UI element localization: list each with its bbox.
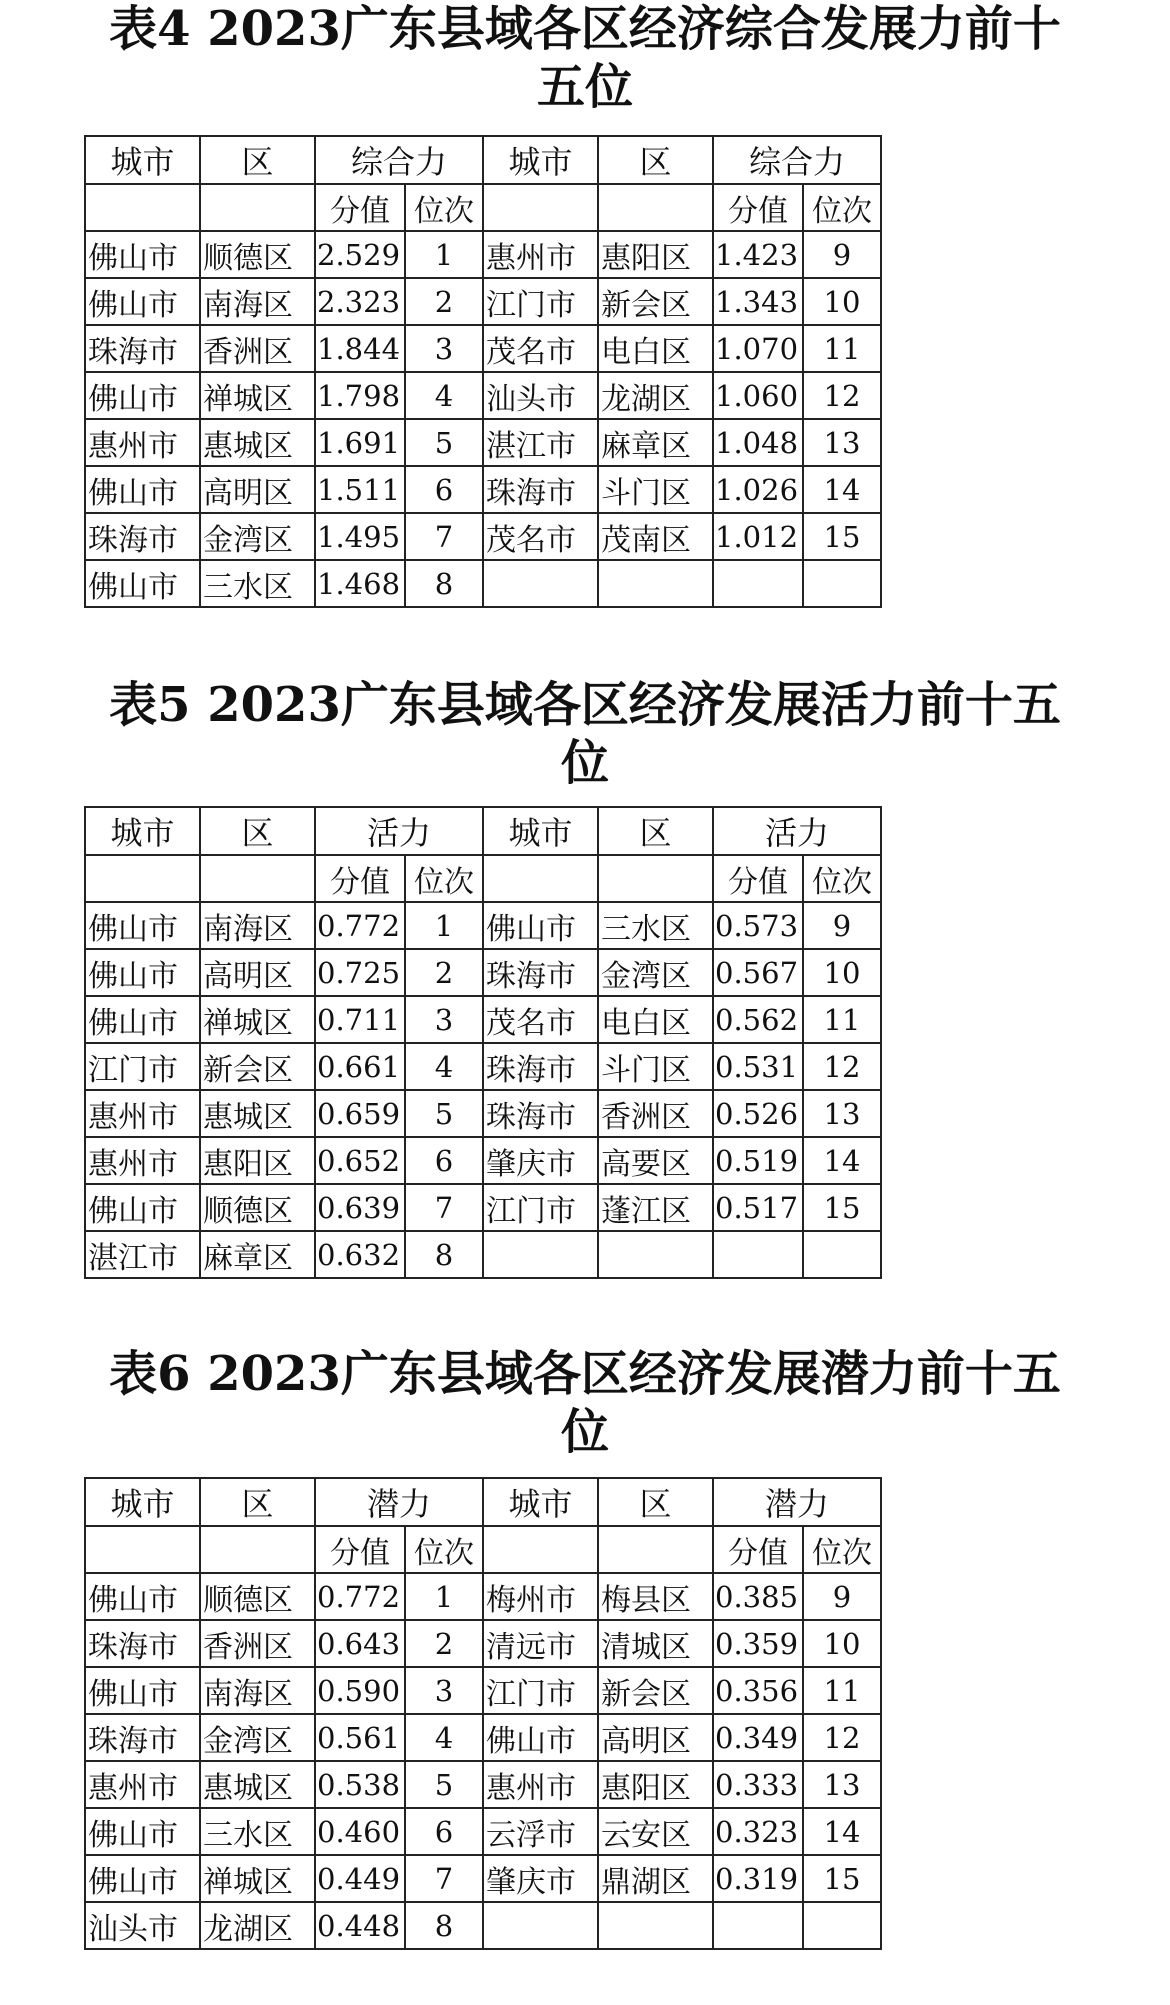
city-cell: 佛山市 xyxy=(85,1573,200,1620)
header-city: 城市 xyxy=(85,136,200,184)
table-title xyxy=(0,676,1170,792)
score-cell: 0.448 xyxy=(315,1902,405,1949)
header-metric: 活力 xyxy=(315,807,483,855)
city-cell: 佛山市 xyxy=(483,1714,598,1761)
rank-cell: 10 xyxy=(803,278,881,325)
rank-cell: 8 xyxy=(405,560,483,607)
city-cell: 佛山市 xyxy=(85,1855,200,1902)
score-cell xyxy=(713,1902,803,1949)
table-row xyxy=(85,560,881,607)
score-cell: 2.529 xyxy=(315,231,405,278)
rank-cell: 5 xyxy=(405,1090,483,1137)
header-metric: 潜力 xyxy=(713,1478,881,1526)
rank-cell: 12 xyxy=(803,1714,881,1761)
rank-cell: 6 xyxy=(405,1137,483,1184)
city-cell: 惠州市 xyxy=(483,231,598,278)
city-cell: 肇庆市 xyxy=(483,1137,598,1184)
table-row xyxy=(85,1231,881,1278)
rank-cell: 13 xyxy=(803,419,881,466)
city-cell: 佛山市 xyxy=(85,231,200,278)
header-empty-cell xyxy=(598,184,713,231)
city-cell: 佛山市 xyxy=(85,278,200,325)
district-cell: 三水区 xyxy=(200,560,315,607)
rank-cell: 1 xyxy=(405,902,483,949)
district-cell: 新会区 xyxy=(200,1043,315,1090)
table-row xyxy=(85,1137,881,1184)
score-cell: 0.643 xyxy=(315,1620,405,1667)
subheader-row xyxy=(85,184,881,231)
table-row xyxy=(85,231,881,278)
district-cell: 清城区 xyxy=(598,1620,713,1667)
table-row xyxy=(85,1090,881,1137)
city-cell: 惠州市 xyxy=(85,1090,200,1137)
score-cell: 0.531 xyxy=(713,1043,803,1090)
rank-cell: 15 xyxy=(803,1855,881,1902)
header-score: 分值 xyxy=(315,1526,405,1573)
city-cell xyxy=(483,1902,598,1949)
district-cell: 三水区 xyxy=(200,1808,315,1855)
city-cell xyxy=(483,1231,598,1278)
score-cell: 0.573 xyxy=(713,902,803,949)
district-cell: 电白区 xyxy=(598,325,713,372)
score-cell: 1.423 xyxy=(713,231,803,278)
header-district: 区 xyxy=(200,1478,315,1526)
rank-cell xyxy=(803,560,881,607)
city-cell: 珠海市 xyxy=(85,1620,200,1667)
table-row xyxy=(85,996,881,1043)
district-cell: 惠阳区 xyxy=(200,1137,315,1184)
rank-cell: 1 xyxy=(405,231,483,278)
score-cell: 0.526 xyxy=(713,1090,803,1137)
score-cell: 0.659 xyxy=(315,1090,405,1137)
rank-cell: 3 xyxy=(405,325,483,372)
table-row xyxy=(85,1761,881,1808)
score-cell: 0.632 xyxy=(315,1231,405,1278)
header-empty-cell xyxy=(200,1526,315,1573)
header-rank: 位次 xyxy=(803,855,881,902)
city-cell: 佛山市 xyxy=(85,949,200,996)
district-cell: 龙湖区 xyxy=(598,372,713,419)
city-cell: 惠州市 xyxy=(85,1137,200,1184)
header-metric: 活力 xyxy=(713,807,881,855)
header-empty-cell xyxy=(200,855,315,902)
city-cell: 珠海市 xyxy=(483,949,598,996)
rank-cell: 13 xyxy=(803,1090,881,1137)
header-rank: 位次 xyxy=(405,184,483,231)
score-cell: 0.567 xyxy=(713,949,803,996)
city-cell: 佛山市 xyxy=(85,1667,200,1714)
district-cell: 电白区 xyxy=(598,996,713,1043)
district-cell: 新会区 xyxy=(598,278,713,325)
city-cell: 梅州市 xyxy=(483,1573,598,1620)
district-cell: 顺德区 xyxy=(200,1573,315,1620)
score-cell xyxy=(713,1231,803,1278)
rank-cell: 9 xyxy=(803,231,881,278)
city-cell: 惠州市 xyxy=(483,1761,598,1808)
rank-cell: 15 xyxy=(803,513,881,560)
rank-cell: 10 xyxy=(803,949,881,996)
city-cell: 珠海市 xyxy=(483,1090,598,1137)
city-cell: 珠海市 xyxy=(483,1043,598,1090)
district-cell: 禅城区 xyxy=(200,1855,315,1902)
district-cell: 高要区 xyxy=(598,1137,713,1184)
city-cell xyxy=(483,560,598,607)
header-empty-cell xyxy=(85,1526,200,1573)
rank-cell: 9 xyxy=(803,902,881,949)
score-cell: 0.639 xyxy=(315,1184,405,1231)
rank-cell: 5 xyxy=(405,419,483,466)
district-cell: 麻章区 xyxy=(598,419,713,466)
district-cell: 三水区 xyxy=(598,902,713,949)
district-cell: 香洲区 xyxy=(598,1090,713,1137)
city-cell: 珠海市 xyxy=(85,325,200,372)
rank-cell: 13 xyxy=(803,1761,881,1808)
rank-cell: 5 xyxy=(405,1761,483,1808)
city-cell: 珠海市 xyxy=(85,1714,200,1761)
table-title xyxy=(0,0,1170,116)
score-cell: 1.844 xyxy=(315,325,405,372)
table-row xyxy=(85,419,881,466)
rank-cell: 11 xyxy=(803,325,881,372)
district-cell: 顺德区 xyxy=(200,231,315,278)
district-cell: 惠城区 xyxy=(200,1090,315,1137)
header-district: 区 xyxy=(200,807,315,855)
rank-cell: 8 xyxy=(405,1231,483,1278)
header-empty-cell xyxy=(85,184,200,231)
header-score: 分值 xyxy=(713,1526,803,1573)
table-title-line2: 五位 xyxy=(536,59,633,115)
score-cell: 0.711 xyxy=(315,996,405,1043)
city-cell: 汕头市 xyxy=(483,372,598,419)
district-cell xyxy=(598,560,713,607)
header-rank: 位次 xyxy=(803,184,881,231)
rank-cell: 14 xyxy=(803,1137,881,1184)
score-cell: 1.495 xyxy=(315,513,405,560)
city-cell: 江门市 xyxy=(85,1043,200,1090)
header-empty-cell xyxy=(483,1526,598,1573)
table-row xyxy=(85,1667,881,1714)
score-cell: 0.538 xyxy=(315,1761,405,1808)
rank-cell: 2 xyxy=(405,949,483,996)
city-cell: 茂名市 xyxy=(483,513,598,560)
header-rank: 位次 xyxy=(405,1526,483,1573)
city-cell: 佛山市 xyxy=(85,560,200,607)
district-cell: 高明区 xyxy=(200,466,315,513)
district-cell: 新会区 xyxy=(598,1667,713,1714)
district-cell: 禅城区 xyxy=(200,996,315,1043)
score-cell: 1.070 xyxy=(713,325,803,372)
subheader-row xyxy=(85,855,881,902)
rank-cell: 6 xyxy=(405,466,483,513)
ranking-table-composite xyxy=(84,135,882,608)
city-cell: 佛山市 xyxy=(85,466,200,513)
city-cell: 湛江市 xyxy=(85,1231,200,1278)
city-cell: 佛山市 xyxy=(85,1184,200,1231)
header-city: 城市 xyxy=(483,1478,598,1526)
district-cell: 金湾区 xyxy=(200,1714,315,1761)
district-cell: 云安区 xyxy=(598,1808,713,1855)
rank-cell: 3 xyxy=(405,1667,483,1714)
city-cell: 惠州市 xyxy=(85,1761,200,1808)
district-cell: 斗门区 xyxy=(598,1043,713,1090)
rank-cell xyxy=(803,1231,881,1278)
district-cell: 麻章区 xyxy=(200,1231,315,1278)
rank-cell: 1 xyxy=(405,1573,483,1620)
score-cell: 1.060 xyxy=(713,372,803,419)
rank-cell: 14 xyxy=(803,1808,881,1855)
header-city: 城市 xyxy=(85,1478,200,1526)
table-title-line2: 位 xyxy=(560,735,609,791)
district-cell: 顺德区 xyxy=(200,1184,315,1231)
table-section xyxy=(0,676,1170,792)
rank-cell: 11 xyxy=(803,996,881,1043)
table-row xyxy=(85,372,881,419)
city-cell: 汕头市 xyxy=(85,1902,200,1949)
city-cell: 茂名市 xyxy=(483,325,598,372)
table-row xyxy=(85,1184,881,1231)
district-cell: 惠阳区 xyxy=(598,231,713,278)
score-cell: 0.590 xyxy=(315,1667,405,1714)
score-cell: 0.385 xyxy=(713,1573,803,1620)
district-cell: 龙湖区 xyxy=(200,1902,315,1949)
header-city: 城市 xyxy=(85,807,200,855)
table-section xyxy=(0,1345,1170,1461)
header-city: 城市 xyxy=(483,136,598,184)
rank-cell: 3 xyxy=(405,996,483,1043)
city-cell: 江门市 xyxy=(483,278,598,325)
score-cell: 0.356 xyxy=(713,1667,803,1714)
district-cell: 蓬江区 xyxy=(598,1184,713,1231)
city-cell: 佛山市 xyxy=(85,902,200,949)
score-cell: 0.359 xyxy=(713,1620,803,1667)
table-row xyxy=(85,1808,881,1855)
rank-cell: 8 xyxy=(405,1902,483,1949)
district-cell: 香洲区 xyxy=(200,1620,315,1667)
ranking-table-vitality xyxy=(84,806,882,1279)
score-cell: 0.349 xyxy=(713,1714,803,1761)
score-cell: 1.012 xyxy=(713,513,803,560)
header-metric: 潜力 xyxy=(315,1478,483,1526)
city-cell: 肇庆市 xyxy=(483,1855,598,1902)
rank-cell: 6 xyxy=(405,1808,483,1855)
rank-cell: 15 xyxy=(803,1184,881,1231)
score-cell: 1.026 xyxy=(713,466,803,513)
ranking-table-potential xyxy=(84,1477,882,1950)
score-cell: 1.048 xyxy=(713,419,803,466)
district-cell: 茂南区 xyxy=(598,513,713,560)
header-row xyxy=(85,807,881,855)
header-score: 分值 xyxy=(713,855,803,902)
score-cell: 0.772 xyxy=(315,1573,405,1620)
rank-cell: 4 xyxy=(405,372,483,419)
district-cell: 高明区 xyxy=(598,1714,713,1761)
city-cell: 清远市 xyxy=(483,1620,598,1667)
city-cell: 惠州市 xyxy=(85,419,200,466)
rank-cell: 2 xyxy=(405,278,483,325)
score-cell: 0.449 xyxy=(315,1855,405,1902)
district-cell: 金湾区 xyxy=(200,513,315,560)
table-row xyxy=(85,1620,881,1667)
city-cell: 湛江市 xyxy=(483,419,598,466)
district-cell: 斗门区 xyxy=(598,466,713,513)
city-cell: 珠海市 xyxy=(483,466,598,513)
city-cell: 珠海市 xyxy=(85,513,200,560)
rank-cell: 7 xyxy=(405,513,483,560)
header-metric: 综合力 xyxy=(713,136,881,184)
header-district: 区 xyxy=(598,136,713,184)
city-cell: 江门市 xyxy=(483,1184,598,1231)
district-cell: 梅县区 xyxy=(598,1573,713,1620)
table-row xyxy=(85,325,881,372)
table-row xyxy=(85,1902,881,1949)
header-city: 城市 xyxy=(483,807,598,855)
score-cell: 0.725 xyxy=(315,949,405,996)
district-cell: 惠城区 xyxy=(200,419,315,466)
city-cell: 佛山市 xyxy=(483,902,598,949)
district-cell: 惠城区 xyxy=(200,1761,315,1808)
district-cell: 南海区 xyxy=(200,278,315,325)
header-row xyxy=(85,136,881,184)
city-cell: 云浮市 xyxy=(483,1808,598,1855)
table-row xyxy=(85,1573,881,1620)
header-metric: 综合力 xyxy=(315,136,483,184)
table-row xyxy=(85,949,881,996)
score-cell: 0.323 xyxy=(713,1808,803,1855)
table-row xyxy=(85,1043,881,1090)
table-title-line1: 表5 2023广东县域各区经济发展活力前十五 xyxy=(109,677,1061,733)
header-district: 区 xyxy=(200,136,315,184)
city-cell: 茂名市 xyxy=(483,996,598,1043)
table-row xyxy=(85,1714,881,1761)
rank-cell: 7 xyxy=(405,1184,483,1231)
score-cell: 0.460 xyxy=(315,1808,405,1855)
score-cell: 0.319 xyxy=(713,1855,803,1902)
rank-cell: 4 xyxy=(405,1714,483,1761)
score-cell: 2.323 xyxy=(315,278,405,325)
score-cell: 1.511 xyxy=(315,466,405,513)
header-empty-cell xyxy=(483,855,598,902)
score-cell: 1.343 xyxy=(713,278,803,325)
city-cell: 佛山市 xyxy=(85,372,200,419)
score-cell: 0.519 xyxy=(713,1137,803,1184)
score-cell: 0.333 xyxy=(713,1761,803,1808)
city-cell: 佛山市 xyxy=(85,1808,200,1855)
score-cell: 0.652 xyxy=(315,1137,405,1184)
score-cell xyxy=(713,560,803,607)
table-section xyxy=(0,0,1170,116)
header-empty-cell xyxy=(200,184,315,231)
table-title-line1: 表4 2023广东县域各区经济综合发展力前十 xyxy=(109,1,1061,57)
header-score: 分值 xyxy=(315,855,405,902)
rank-cell: 14 xyxy=(803,466,881,513)
district-cell: 香洲区 xyxy=(200,325,315,372)
header-rank: 位次 xyxy=(405,855,483,902)
score-cell: 0.517 xyxy=(713,1184,803,1231)
rank-cell: 12 xyxy=(803,1043,881,1090)
header-empty-cell xyxy=(483,184,598,231)
rank-cell xyxy=(803,1902,881,1949)
table-row xyxy=(85,513,881,560)
rank-cell: 10 xyxy=(803,1620,881,1667)
header-rank: 位次 xyxy=(803,1526,881,1573)
header-row xyxy=(85,1478,881,1526)
district-cell: 金湾区 xyxy=(598,949,713,996)
header-empty-cell xyxy=(85,855,200,902)
header-district: 区 xyxy=(598,1478,713,1526)
district-cell: 高明区 xyxy=(200,949,315,996)
header-empty-cell xyxy=(598,1526,713,1573)
rank-cell: 4 xyxy=(405,1043,483,1090)
rank-cell: 12 xyxy=(803,372,881,419)
score-cell: 0.561 xyxy=(315,1714,405,1761)
table-title-line2: 位 xyxy=(560,1404,609,1460)
district-cell: 南海区 xyxy=(200,1667,315,1714)
score-cell: 1.691 xyxy=(315,419,405,466)
district-cell xyxy=(598,1902,713,1949)
district-cell: 惠阳区 xyxy=(598,1761,713,1808)
district-cell xyxy=(598,1231,713,1278)
score-cell: 0.772 xyxy=(315,902,405,949)
rank-cell: 9 xyxy=(803,1573,881,1620)
district-cell: 鼎湖区 xyxy=(598,1855,713,1902)
header-empty-cell xyxy=(598,855,713,902)
score-cell: 0.661 xyxy=(315,1043,405,1090)
table-row xyxy=(85,902,881,949)
score-cell: 1.468 xyxy=(315,560,405,607)
score-cell: 0.562 xyxy=(713,996,803,1043)
city-cell: 佛山市 xyxy=(85,996,200,1043)
header-score: 分值 xyxy=(713,184,803,231)
header-score: 分值 xyxy=(315,184,405,231)
table-title-line1: 表6 2023广东县域各区经济发展潜力前十五 xyxy=(109,1346,1061,1402)
table-row xyxy=(85,278,881,325)
table-row xyxy=(85,1855,881,1902)
score-cell: 1.798 xyxy=(315,372,405,419)
table-row xyxy=(85,466,881,513)
city-cell: 江门市 xyxy=(483,1667,598,1714)
district-cell: 南海区 xyxy=(200,902,315,949)
rank-cell: 7 xyxy=(405,1855,483,1902)
header-district: 区 xyxy=(598,807,713,855)
table-title xyxy=(0,1345,1170,1461)
rank-cell: 2 xyxy=(405,1620,483,1667)
district-cell: 禅城区 xyxy=(200,372,315,419)
subheader-row xyxy=(85,1526,881,1573)
rank-cell: 11 xyxy=(803,1667,881,1714)
